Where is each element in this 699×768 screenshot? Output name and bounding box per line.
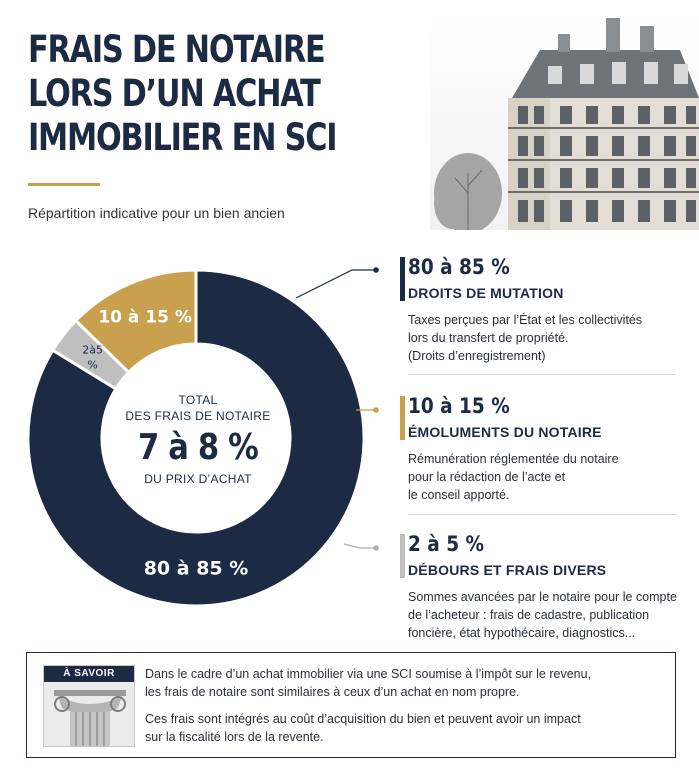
- info-line: les frais de notaire sont similaires à ceux d’un achat en nom propre.: [145, 685, 520, 699]
- breakdown-heading: DROITS DE MUTATION: [408, 285, 564, 301]
- column-capital-icon: [44, 682, 135, 747]
- info-text: [145, 665, 655, 746]
- slice-label: 2à5 %: [82, 343, 104, 372]
- breakdown-value: 10 à 15 %: [408, 394, 510, 418]
- info-line: Dans le cadre d’un achat immobilier via une SCI soumise à l’impôt sur le revenu,: [145, 667, 592, 681]
- title-line: FRAIS DE NOTAIRE: [28, 28, 325, 71]
- slice-label: 10 à 15 %: [98, 307, 192, 328]
- breakdown-value: 2 à 5 %: [408, 532, 485, 556]
- description-line: pour la rédaction de l’acte et: [408, 470, 566, 484]
- center-line-1: TOTAL: [178, 393, 218, 407]
- badge-label: À SAVOIR: [44, 666, 134, 682]
- title-line: LORS D’UN ACHAT: [28, 72, 320, 115]
- center-total-value: 7 à 8 %: [138, 427, 258, 468]
- breakdown-description: [408, 311, 678, 365]
- center-line-4: DU PRIX D’ACHAT: [144, 472, 252, 486]
- info-line: Ces frais sont intégrés au coût d’acquisition du bien et peuvent avoir un impact: [145, 712, 581, 726]
- color-bar: [400, 396, 405, 440]
- donut-center: [98, 392, 298, 486]
- connector-dot: [373, 267, 379, 273]
- description-line: lors du transfert de propriété.: [408, 331, 569, 345]
- center-line-2: DES FRAIS DE NOTAIRE: [125, 409, 271, 423]
- divider: [408, 514, 676, 515]
- info-box: [26, 652, 676, 758]
- page-title: [28, 28, 428, 160]
- breakdown-value: 80 à 85 %: [408, 255, 510, 279]
- building-illustration: [430, 8, 699, 230]
- description-line: de l’acheteur : frais de cadastre, publication: [408, 608, 650, 622]
- title-divider: [28, 183, 100, 186]
- slice-label: 80 à 85 %: [143, 557, 249, 580]
- info-line: sur la fiscalité lors de la revente.: [145, 730, 324, 744]
- description-line: le conseil apporté.: [408, 488, 510, 502]
- description-line: Rémunération réglementée du notaire: [408, 452, 619, 466]
- description-line: Taxes perçues par l’État et les collectivités: [408, 313, 643, 327]
- info-paragraph: [145, 665, 655, 701]
- breakdown-heading: DÉBOURS ET FRAIS DIVERS: [408, 562, 607, 578]
- color-bar: [400, 257, 405, 301]
- info-paragraph: [145, 710, 655, 746]
- color-bar: [400, 534, 405, 578]
- divider: [408, 374, 676, 375]
- title-line: IMMOBILIER EN SCI: [28, 116, 337, 159]
- description-line: Sommes avancées par le notaire pour le compte: [408, 590, 677, 604]
- breakdown-description: [408, 450, 678, 504]
- breakdown-description: [408, 588, 678, 642]
- info-badge: [43, 665, 135, 747]
- connector-dot: [373, 407, 379, 413]
- description-line: foncière, état hypothécaire, diagnostics...: [408, 626, 636, 640]
- connector-dot: [373, 545, 379, 551]
- breakdown-heading: ÉMOLUMENTS DU NOTAIRE: [408, 424, 602, 440]
- description-line: (Droits d’enregistrement): [408, 349, 546, 363]
- chart-subtitle: Répartition indicative pour un bien ancien: [28, 205, 285, 221]
